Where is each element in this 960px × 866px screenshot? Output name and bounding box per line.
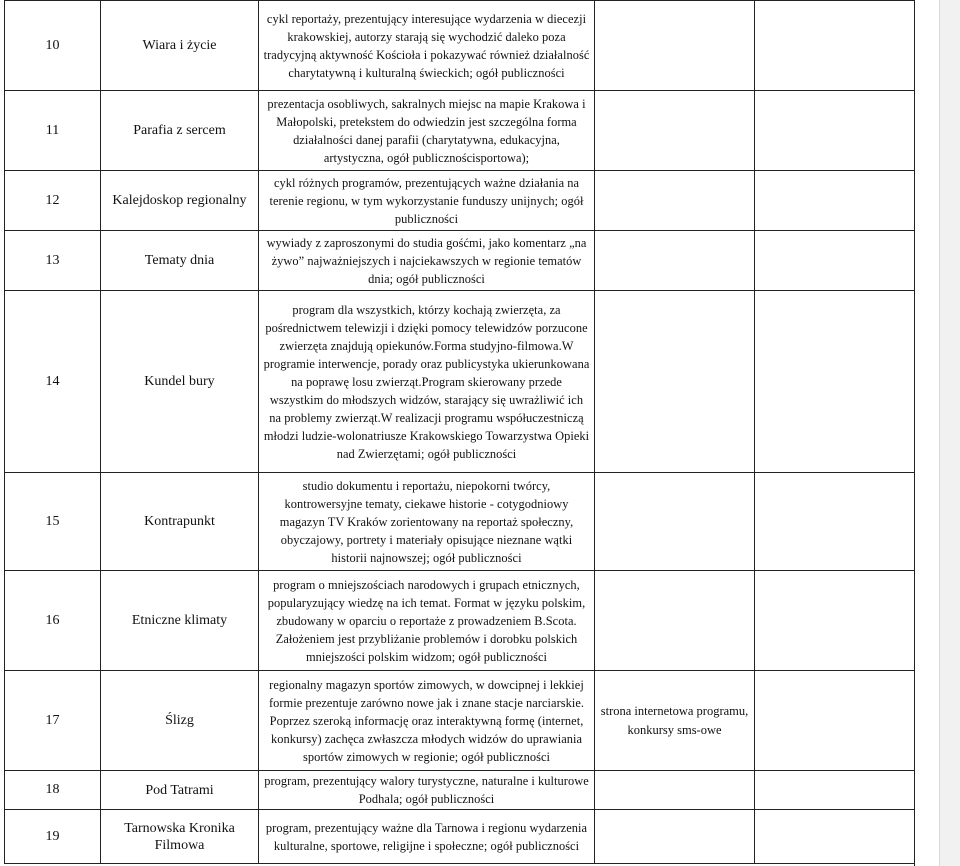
program-extra xyxy=(595,473,755,571)
row-number: 18 xyxy=(5,771,101,810)
row-number: 15 xyxy=(5,473,101,571)
program-schedule-table xyxy=(4,0,915,864)
empty-cell xyxy=(755,771,915,810)
program-title: Kundel bury xyxy=(101,291,259,473)
program-extra xyxy=(595,810,755,864)
program-title: Parafia z sercem xyxy=(101,91,259,171)
program-description: program, prezentujący ważne dla Tarnowa i regionu wydarzenia kulturalne, sportowe, religijne i społeczne; ogół publiczności xyxy=(259,810,595,864)
program-title: Ślizg xyxy=(101,671,259,771)
empty-cell xyxy=(755,1,915,91)
row-number: 10 xyxy=(5,1,101,91)
program-extra xyxy=(595,91,755,171)
empty-cell xyxy=(755,171,915,231)
table-row xyxy=(5,671,915,771)
table-row xyxy=(5,473,915,571)
row-number: 13 xyxy=(5,231,101,291)
program-title: Etniczne klimaty xyxy=(101,571,259,671)
document-page xyxy=(4,0,960,866)
empty-cell xyxy=(755,291,915,473)
program-title: Pod Tatrami xyxy=(101,771,259,810)
program-extra xyxy=(595,1,755,91)
right-margin-strip xyxy=(914,0,960,866)
program-description: regionalny magazyn sportów zimowych, w dowcipnej i lekkiej formie prezentuje zarówno nowe jak i znane stacje narciarskie. Poprzez szeroką informację oraz interaktywną formę (internet, konkursy) zachęca zwłaszcza młodych widzów do uprawiania sportów zimowych w regionie; ogół publiczności xyxy=(259,671,595,771)
program-extra xyxy=(595,571,755,671)
table-row xyxy=(5,1,915,91)
table-row xyxy=(5,291,915,473)
table-row xyxy=(5,91,915,171)
program-extra xyxy=(595,231,755,291)
row-number: 11 xyxy=(5,91,101,171)
shaded-column xyxy=(939,0,960,866)
empty-cell xyxy=(755,473,915,571)
program-title: Kalejdoskop regionalny xyxy=(101,171,259,231)
table-row xyxy=(5,231,915,291)
program-description: prezentacja osobliwych, sakralnych miejsc na mapie Krakowa i Małopolski, pretekstem do odwiedzin jest szczególna forma działalności danej parafii (charytatywna, edukacyjna, artystyczna, ogół publicznościsportowa); xyxy=(259,91,595,171)
row-number: 17 xyxy=(5,671,101,771)
program-description: cykl różnych programów, prezentujących ważne działania na terenie regionu, w tym wykorzystanie funduszy unijnych; ogół publiczności xyxy=(259,171,595,231)
row-number: 16 xyxy=(5,571,101,671)
row-number: 14 xyxy=(5,291,101,473)
program-extra xyxy=(595,171,755,231)
table-row xyxy=(5,171,915,231)
program-title: Wiara i życie xyxy=(101,1,259,91)
empty-cell xyxy=(755,91,915,171)
empty-cell xyxy=(755,571,915,671)
empty-cell xyxy=(755,231,915,291)
program-description: wywiady z zaproszonymi do studia gośćmi, jako komentarz „na żywo” najważniejszych i najciekawszych w regionie tematów dnia; ogół publiczności xyxy=(259,231,595,291)
program-extra xyxy=(595,771,755,810)
empty-cell xyxy=(755,810,915,864)
empty-cell xyxy=(755,671,915,771)
program-description: program o mniejszościach narodowych i grupach etnicznych, popularyzujący wiedzę na ich temat. Format w języku polskim, zbudowany w oparciu o reportaże z prowadzeniem B.Scota. Założeniem jest przybliżanie problemów i dorobku polskich mniejszości polskim widzom; ogół publiczności xyxy=(259,571,595,671)
program-description: program, prezentujący walory turystyczne, naturalne i kulturowe Podhala; ogół publiczności xyxy=(259,771,595,810)
program-extra: strona internetowa programu, konkursy sms-owe xyxy=(595,671,755,771)
row-number: 19 xyxy=(5,810,101,864)
program-extra xyxy=(595,291,755,473)
program-title: Kontrapunkt xyxy=(101,473,259,571)
table-row xyxy=(5,571,915,671)
program-description: cykl reportaży, prezentujący interesujące wydarzenia w diecezji krakowskiej, autorzy starają się wychodzić daleko poza tradycyjną aktywność Kościoła i pokazywać również działalność charytatywną i kulturalną świeckich; ogół publiczności xyxy=(259,1,595,91)
table-row xyxy=(5,810,915,864)
table-row xyxy=(5,771,915,810)
program-description: program dla wszystkich, którzy kochają zwierzęta, za pośrednictwem telewizji i dzięki pomocy telewidzów porzucone zwierzęta znajdują opiekunów.Forma studyjno-filmowa.W programie interwencje, porady oraz publicystyka ukierunkowana na poprawę losu zwierząt.Program skierowany przede wszystkim do młodszych widzów, starający się uwrażliwić ich na problemy zwierząt.W realizacji programu współuczestniczą młodzi ludzie-wolonatriusze Krakowskiego Towarzystwa Opieki nad Zwierzętami; ogół publiczności xyxy=(259,291,595,473)
program-description: studio dokumentu i reportażu, niepokorni twórcy, kontrowersyjne tematy, ciekawe historie - cotygodniowy magazyn TV Kraków zorientowany na reportaż społeczny, obyczajowy, portrety i materiały opisujące nieznane wątki historii najnowszej; ogół publiczności xyxy=(259,473,595,571)
row-number: 12 xyxy=(5,171,101,231)
program-title: Tarnowska Kronika Filmowa xyxy=(101,810,259,864)
program-title: Tematy dnia xyxy=(101,231,259,291)
